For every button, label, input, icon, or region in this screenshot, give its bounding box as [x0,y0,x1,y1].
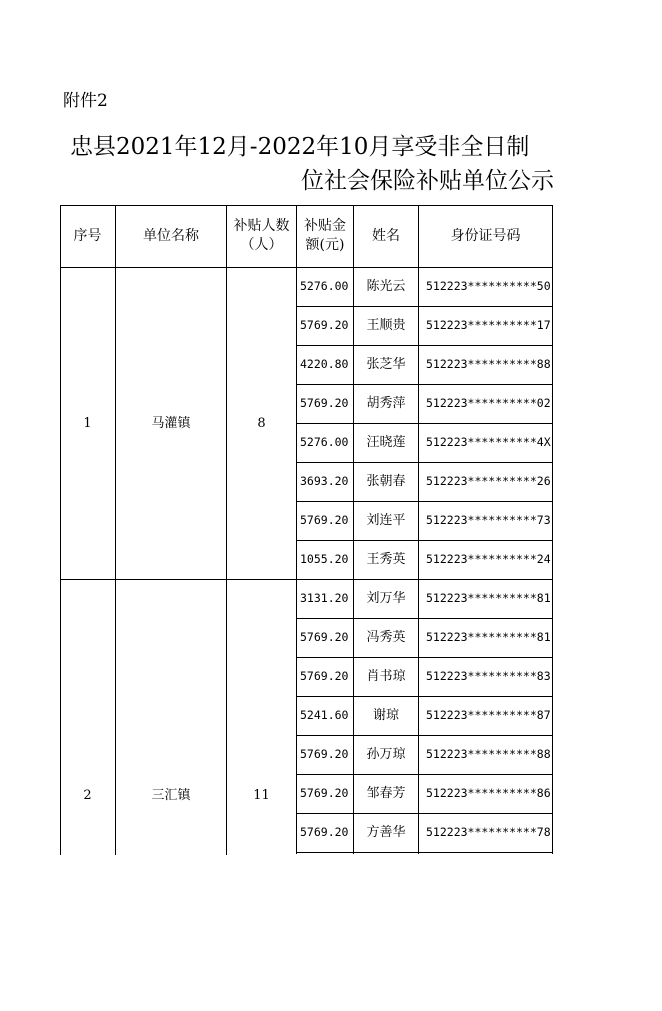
row-amount: 5769.20 [300,825,349,840]
col-border-unit [226,205,227,855]
row-name: 汪晓莲 [366,435,406,451]
row-amount: 5769.20 [300,513,349,528]
row-id-number: 512223**********83 [426,669,551,684]
row-name: 胡秀萍 [366,396,406,412]
row-name: 陈光云 [366,279,406,295]
row-name: 邹春芳 [366,786,406,802]
col-border-right [552,205,553,854]
row-amount: 3131.20 [300,591,349,606]
header-unit-name: 单位名称 [143,227,199,244]
header-id-number: 身份证号码 [450,227,521,244]
group-unit-name: 三汇镇 [151,787,191,803]
header-subsidy-amount-line2: 额(元) [305,237,345,253]
row-amount: 1055.20 [300,552,349,567]
row-id-number: 512223**********17 [426,318,551,333]
table-border-top [60,205,553,206]
row-name: 刘万华 [366,591,406,607]
col-border-left [60,205,61,855]
row-id-number: 512223**********81 [426,591,551,606]
header-subsidy-amount-line1: 补贴金 [304,218,346,235]
row-divider [296,852,553,853]
row-id-number: 512223**********4X [426,435,551,450]
row-name: 张朝春 [366,474,406,490]
page-title-line2: 位社会保险补贴单位公示 [301,168,554,194]
row-amount: 5769.20 [300,747,349,762]
row-id-number: 512223**********78 [426,825,551,840]
row-amount: 5241.60 [300,708,349,723]
row-amount: 5769.20 [300,669,349,684]
row-name: 刘连平 [366,513,406,529]
row-amount: 5769.20 [300,318,349,333]
row-amount: 5769.20 [300,396,349,411]
row-amount: 3693.20 [300,474,349,489]
row-name: 王顺贵 [366,318,406,334]
group-seq: 2 [83,787,92,803]
row-name: 孙万琼 [366,747,406,763]
attachment-label: 附件2 [63,91,108,111]
header-name: 姓名 [372,227,400,244]
row-amount: 5769.20 [300,630,349,645]
row-id-number: 512223**********88 [426,357,551,372]
row-id-number: 512223**********87 [426,708,551,723]
group-unit-name: 马灌镇 [151,415,191,431]
col-border-seq [115,205,116,855]
row-amount: 5769.20 [300,786,349,801]
row-id-number: 512223**********02 [426,396,551,411]
row-amount: 5276.00 [300,435,349,450]
row-name: 方善华 [366,825,406,841]
row-id-number: 512223**********24 [426,552,551,567]
row-id-number: 512223**********81 [426,630,551,645]
row-name: 肖书琼 [366,669,406,685]
group-subsidy-count: 8 [257,415,266,431]
header-subsidy-count-line2: （人） [240,237,283,253]
row-name: 张芝华 [366,357,406,373]
row-amount: 4220.80 [300,357,349,372]
row-name: 冯秀英 [366,630,406,646]
group-seq: 1 [83,415,92,431]
group-subsidy-count: 11 [253,787,270,803]
header-subsidy-count-line1: 补贴人数 [233,218,290,235]
page-title-line1: 忠县2021年12月-2022年10月享受非全日制 [70,134,530,160]
row-id-number: 512223**********26 [426,474,551,489]
header-seq: 序号 [73,227,102,244]
row-id-number: 512223**********73 [426,513,551,528]
header-subsidy-amount [297,206,353,266]
row-amount: 5276.00 [300,279,349,294]
header-subsidy-count [227,206,296,266]
row-id-number: 512223**********50 [426,279,551,294]
row-id-number: 512223**********88 [426,747,551,762]
row-name: 谢琼 [372,708,399,724]
row-id-number: 512223**********86 [426,786,551,801]
row-name: 王秀英 [366,552,406,568]
